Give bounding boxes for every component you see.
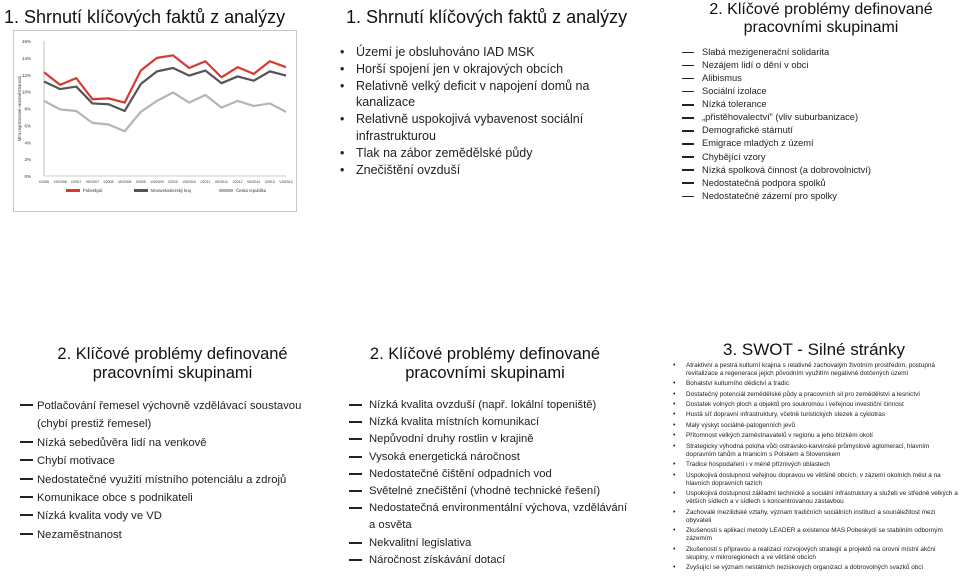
list-item: • Malý výskyt sociálně-patogenních jevů [668,422,958,430]
x-tick-label: VII/2012 [247,180,261,184]
chart-canvas [14,31,296,211]
list-item: • Zkušenosti s aplikací metody LEADER a existence MAS Pobeskydí se stabilním odborným zázemím [668,527,958,543]
list-item: Nízká kvalita vody ve VD [20,507,325,525]
x-tick-label: I/2009 [135,180,146,184]
x-tick-label: I/2010 [168,180,179,184]
list-item: Nedostatečné čištění odpadních vod [340,466,630,483]
slide-unemployment-chart [0,0,338,215]
y-tick-label: 16% [21,39,31,44]
list-item: Nezájem lidí o dění v obci [682,59,960,72]
list-item: Nízká kvalita ovzduší (např. lokální topeniště) [340,397,630,414]
y-tick-label: 0% [24,174,31,179]
list-item: Emigrace mladých z území [682,137,960,150]
list-item: Světelné znečištění (vhodné technické řešení) [340,483,630,500]
x-tick-label: I/2006 [39,180,49,184]
y-tick-label: 2% [24,157,31,163]
dash-list [20,397,325,544]
slide-analysis-facts [338,0,638,215]
x-tick-label: I/2013 [264,180,275,184]
list-item: • Horší spojení jen v okrajových obcích [340,61,630,78]
x-tick-label: VII/2011 [214,180,229,184]
list-item: • Strategicky výhodná poloha vůči ostravsko-karvinské průmyslové aglomeraci, hlavním dopravním tahům a hranicím s Polskem a Slovenskem [668,443,958,459]
slide-title: 2. Klíčové problémy definované pracovními skupinami [369,345,601,382]
list-item: Nezaměstnanost [20,526,325,544]
list-item: • Zkušenosti s přípravou a realizací rozvojových strategií a projektů na úrovni místní akční skupiny, v mikroregionech a ve většině obcích [668,546,958,562]
list-item: • Atraktivní a pestrá kulturní krajina s relativně zachovalým životním prostředím, postupná revitalizace a regenerace jejich původním využitím negativně dotčených území [668,362,958,378]
unemployment-chart [13,30,297,212]
list-item: • Zachovalé mezilidské vztahy, význam tradičních sociálních institucí a sounáležitost mezi obyvateli [668,509,958,525]
y-axis-label: Míra registrované nezaměstnanosti [17,75,22,142]
list-item: Chybějící vzory [682,151,960,164]
slide-title: 1. Shrnutí klíčových faktů z analýzy [4,7,286,27]
list-item: • Tlak na zábor zemědělské půdy [340,145,630,162]
slide-title: 2. Klíčové problémy definované pracovními skupinami [57,345,288,382]
list-item: Nedostatečná podpora spolků [682,177,960,190]
dash-list [682,46,960,203]
list-item: • Relativně velký deficit v napojení domů na kanalizace [340,78,630,112]
x-tick-label: VII/2007 [85,180,100,184]
x-tick-label: VII/2013 [279,180,293,184]
y-tick-label: 12% [21,72,31,78]
legend-swatch [219,189,233,192]
slide-key-problems-social [682,0,960,215]
x-tick-label: I/2007 [71,180,82,184]
list-item: Nekvalitní legislativa [340,535,630,552]
list-item: Nízká sebedůvěra lidí na venkově [20,434,325,452]
list-item: • Dostatek volných ploch a objektů pro soukromou i veřejnou investiční činnost [668,401,958,409]
list-item: • Zvyšující se význam nestátních neziskových organizací a dobrovolných svazků obcí [668,564,958,572]
y-tick-label: 8% [24,106,31,112]
list-item: Vysoká energetická náročnost [340,449,630,466]
list-item: Slabá mezigenerační solidarita [682,46,960,59]
list-item: • Hustá síť dopravní infrastruktury, včetně turistických stezek a cyklotras [668,411,958,419]
y-tick-label: 14% [21,55,31,61]
series-line [44,92,286,131]
list-item: Nedostatečné zázemí pro spolky [682,190,960,203]
dash-list [340,397,630,569]
legend-label: Česká republika [236,188,267,193]
list-item: • Území je obsluhováno IAD MSK [340,44,630,61]
x-tick-label: I/2012 [232,180,243,184]
slide-title: 3. SWOT - Silné stránky [722,340,905,359]
y-tick-label: 6% [24,123,31,129]
list-item: • Dostatečný potenciál zemědělské půdy a pracovních sil pro zemědělství a lesnictví [668,391,958,399]
list-item: Nízká kvalita místních komunikací [340,414,630,431]
x-tick-label: I/2008 [103,180,114,184]
legend-swatch [134,189,148,192]
list-item: Alibismus [682,72,960,85]
list-item: • Znečištění ovzduší [340,162,630,179]
list-item: Demografické stárnutí [682,124,960,137]
list-item: • Přítomnost velkých zaměstnavatelů v regionu a jeho blízkém okolí [668,432,958,440]
y-tick-label: 4% [24,140,31,146]
list-item: Potlačování řemesel výchovně vzdělávací soustavou (chybí prestiž řemesel) [20,397,325,434]
y-tick-label: 10% [21,89,31,95]
list-item: • Uspokojivá dostupnost veřejnou dopravou ve většině obcích, v zázemí okolních měst a na hlavních dopravních tazích [668,472,958,488]
list-item: • Relativně uspokojivá vybavenost sociální infrastrukturou [340,111,630,145]
legend-swatch [66,189,80,192]
list-item: • Uspokojivá dostupnost základní technické a sociální infrastruktury a služeb ve středně velkých a větších sídlech a v sídlech s koncentrovanou zástavbou [668,490,958,506]
list-item: Nízká spolková činnost (a dobrovolnictví) [682,164,960,177]
x-tick-label: VII/2010 [182,180,196,184]
list-item: • Tradice hospodaření i v méně příznivých oblastech [668,461,958,469]
list-item: „přistěhovalectví“ (vliv suburbanizace) [682,111,960,124]
list-item: Nepůvodní druhy rostlin v krajině [340,431,630,448]
list-item: Sociální izolace [682,85,960,98]
legend-label: Moravskoslezský kraj [151,188,191,193]
x-tick-label: I/2011 [200,180,211,184]
list-item: Nedostatečné využití místního potenciálu a zdrojů [20,471,325,489]
list-item: • Bohatství kulturního dědictví a tradic [668,380,958,388]
bullet-list [668,362,960,573]
legend-label: Pobeskydí [83,188,103,193]
slide-key-problems-economy [20,340,325,576]
slide-swot-strengths [668,340,960,576]
list-item: Nízká tolerance [682,98,960,111]
list-item: Náročnost získávání dotací [340,552,630,569]
slide-key-problems-environment [340,340,630,576]
x-tick-label: VII/2008 [117,180,132,184]
list-item: Nedostatečná environmentální výchova, vzdělávání a osvěta [340,500,630,534]
list-item: Komunikace obce s podnikateli [20,489,325,507]
slide-title: 2. Klíčové problémy definované pracovními skupinami [709,1,933,37]
x-tick-label: VII/2009 [150,180,164,184]
bullet-list [340,44,630,178]
x-tick-label: VII/2006 [53,180,67,184]
list-item: Chybí motivace [20,452,325,470]
slide-title: 1. Shrnutí klíčových faktů z analýzy [346,7,628,27]
